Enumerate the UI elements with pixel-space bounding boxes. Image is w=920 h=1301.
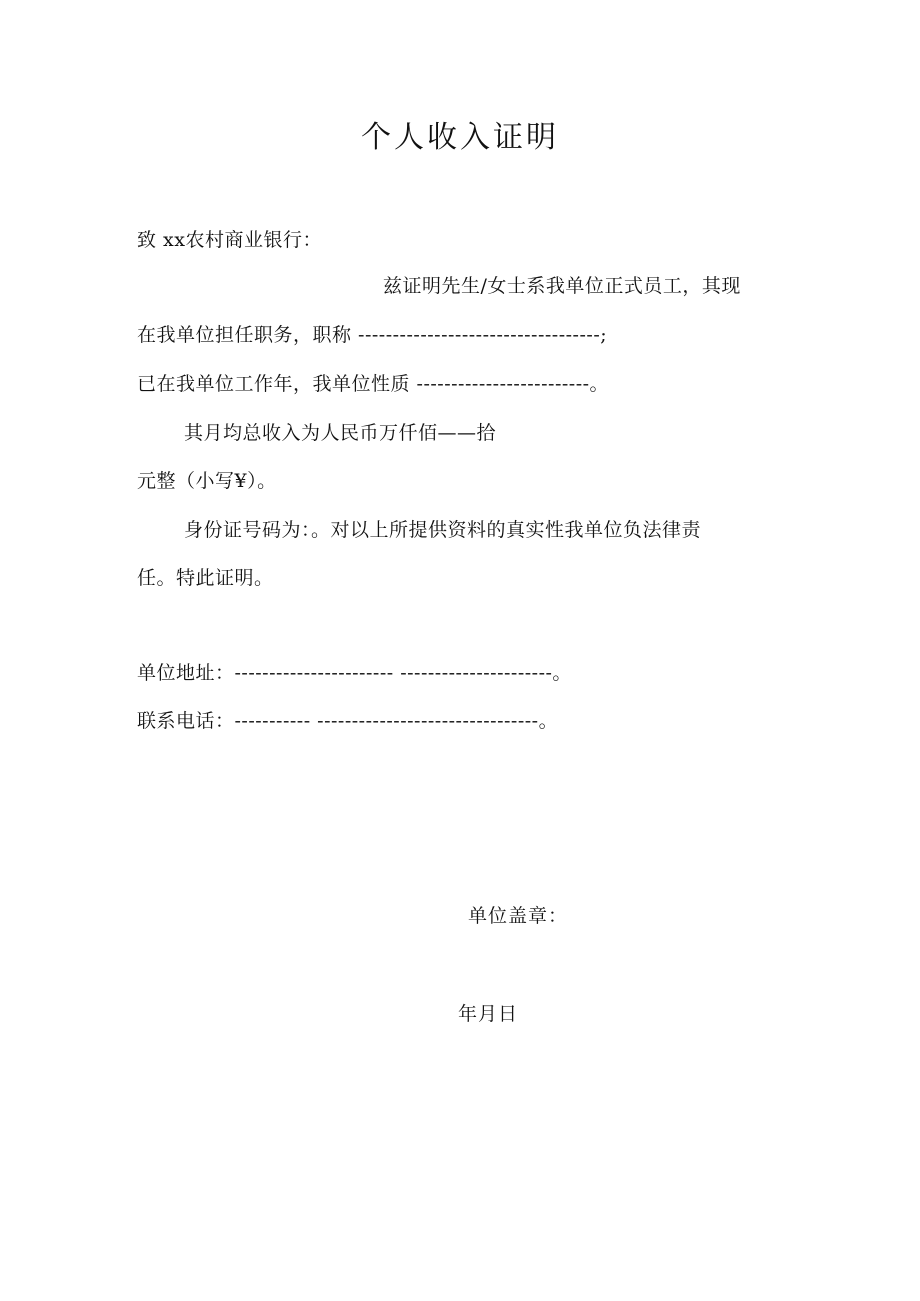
seal-label: 单位盖章： <box>468 905 569 927</box>
date-label: 年月日 <box>458 1003 519 1025</box>
recipient-line: 致 xx农村商业银行： <box>137 229 322 251</box>
document-title: 个人收入证明 <box>361 120 559 155</box>
paragraph-1-line-3: 已在我单位工作年，我单位性质 -------------------------。 <box>137 373 610 395</box>
phone-line: 联系电话：----------- --------------------------------。 <box>137 710 559 732</box>
paragraph-2-line-2: 元整（小写¥）。 <box>137 470 277 492</box>
paragraph-1-line-2: 在我单位担任职务，职称 -----------------------------------; <box>137 324 608 346</box>
address-line: 单位地址：----------------------- ----------------------。 <box>137 662 572 684</box>
paragraph-1-line-1: 兹证明先生/女士系我单位正式员工，其现 <box>383 275 741 297</box>
paragraph-2-line-1: 其月均总收入为人民币万仟佰——拾 <box>184 422 497 444</box>
paragraph-3-line-2: 任。特此证明。 <box>137 567 274 589</box>
paragraph-3-line-1: 身份证号码为：。对以上所提供资料的真实性我单位负法律责 <box>184 519 702 541</box>
